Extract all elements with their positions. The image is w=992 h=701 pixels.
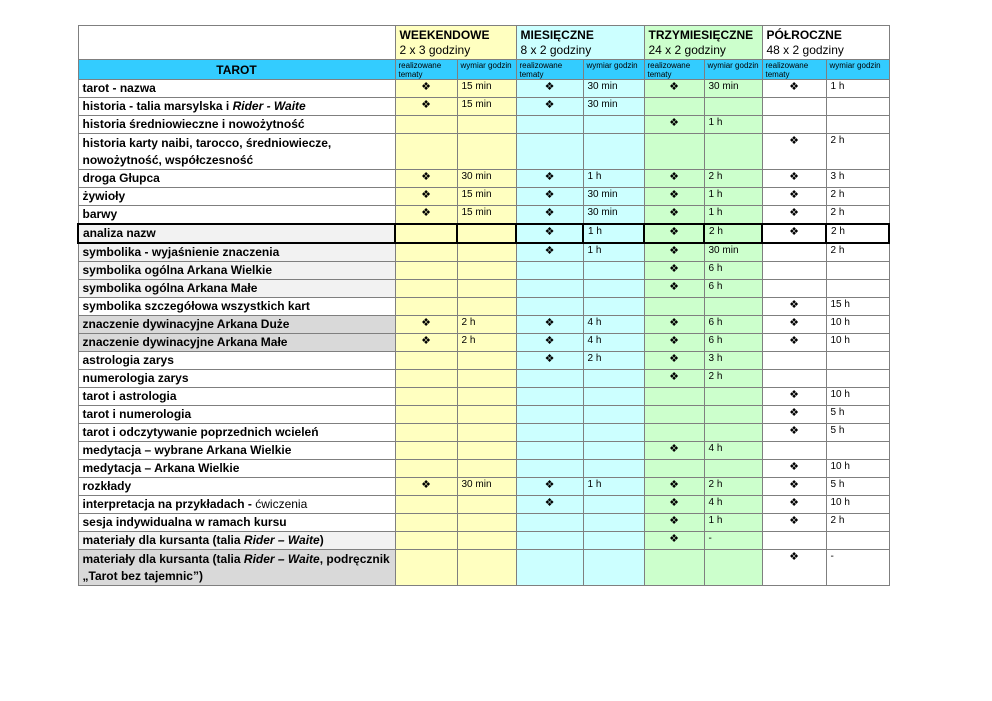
half-year-hours-value: 5 h (826, 478, 889, 496)
row-label: znaczenie dywinacyjne Arkana Duże (78, 316, 395, 334)
quarterly-topic-marker: ❖ (644, 206, 704, 225)
half-year-topic-marker: ❖ (762, 316, 826, 334)
monthly-topic-marker (516, 388, 583, 406)
weekend-hours-value: 15 min (457, 98, 516, 116)
quarterly-topic-marker (644, 134, 704, 170)
quarterly-topic-marker: ❖ (644, 262, 704, 280)
monthly-topic-marker (516, 298, 583, 316)
quarterly-topic-marker: ❖ (644, 280, 704, 298)
weekend-hours-value: 15 min (457, 80, 516, 98)
monthly-topic-marker (516, 442, 583, 460)
half-year-topic-marker: ❖ (762, 406, 826, 424)
half-year-hours-value (826, 280, 889, 298)
quarterly-topic-marker (644, 98, 704, 116)
weekend-hours-value: 15 min (457, 188, 516, 206)
quarterly-hours-value: 2 h (704, 370, 762, 388)
weekend-hours-value (457, 442, 516, 460)
subheader-topics: realizowane tematy (516, 60, 583, 80)
row-label: medytacja – Arkana Wielkie (78, 460, 395, 478)
header-blank-cell (78, 26, 395, 60)
column-name: MIESIĘCZNE (520, 28, 594, 42)
monthly-hours-value: 4 h (583, 316, 644, 334)
monthly-hours-value (583, 388, 644, 406)
weekend-topic-marker (395, 406, 457, 424)
weekend-topic-marker: ❖ (395, 316, 457, 334)
row-label: barwy (78, 206, 395, 225)
row-label: żywioły (78, 188, 395, 206)
half-year-topic-marker (762, 243, 826, 262)
table-row (78, 478, 889, 496)
half-year-topic-marker: ❖ (762, 496, 826, 514)
quarterly-topic-marker (644, 388, 704, 406)
table-row (78, 532, 889, 550)
monthly-hours-value (583, 116, 644, 134)
quarterly-topic-marker: ❖ (644, 80, 704, 98)
row-label-part: materiały dla kursanta (talia (82, 533, 244, 547)
weekend-hours-value (457, 224, 516, 243)
table-row (78, 406, 889, 424)
half-year-hours-value: 10 h (826, 316, 889, 334)
row-label: symbolika ogólna Arkana Małe (78, 280, 395, 298)
half-year-hours-value: 2 h (826, 224, 889, 243)
half-year-topic-marker (762, 442, 826, 460)
half-year-hours-value: 10 h (826, 496, 889, 514)
monthly-topic-marker (516, 370, 583, 388)
weekend-hours-value (457, 262, 516, 280)
half-year-topic-marker (762, 262, 826, 280)
table-row (78, 316, 889, 334)
monthly-hours-value: 30 min (583, 206, 644, 225)
half-year-hours-value: 10 h (826, 460, 889, 478)
table-row (78, 134, 889, 170)
monthly-hours-value (583, 532, 644, 550)
row-label: symbolika ogólna Arkana Wielkie (78, 262, 395, 280)
weekend-topic-marker: ❖ (395, 206, 457, 225)
column-schedule: 8 x 2 godziny (520, 43, 592, 57)
subheader-topics: realizowane tematy (644, 60, 704, 80)
quarterly-hours-value (704, 388, 762, 406)
subheader-hours: wymiar godzin (826, 60, 889, 80)
table-row (78, 243, 889, 262)
column-header-weekend (395, 26, 516, 60)
weekend-topic-marker (395, 388, 457, 406)
half-year-hours-value: 10 h (826, 388, 889, 406)
quarterly-hours-value: 1 h (704, 206, 762, 225)
quarterly-hours-value (704, 550, 762, 586)
weekend-topic-marker (395, 352, 457, 370)
weekend-topic-marker (395, 224, 457, 243)
half-year-topic-marker: ❖ (762, 550, 826, 586)
row-label-part: Rider – Waite (243, 533, 320, 547)
quarterly-topic-marker: ❖ (644, 496, 704, 514)
quarterly-topic-marker: ❖ (644, 352, 704, 370)
half-year-hours-value (826, 352, 889, 370)
weekend-hours-value (457, 116, 516, 134)
row-label: tarot i astrologia (78, 388, 395, 406)
monthly-hours-value: 1 h (583, 478, 644, 496)
row-label: droga Głupca (78, 170, 395, 188)
monthly-hours-value (583, 280, 644, 298)
monthly-hours-value (583, 134, 644, 170)
half-year-hours-value (826, 532, 889, 550)
weekend-topic-marker (395, 532, 457, 550)
subheader-hours: wymiar godzin (704, 60, 762, 80)
weekend-hours-value (457, 388, 516, 406)
quarterly-topic-marker (644, 460, 704, 478)
table-title: TAROT (78, 60, 395, 80)
monthly-hours-value (583, 370, 644, 388)
weekend-topic-marker (395, 550, 457, 586)
row-label (78, 532, 395, 550)
monthly-hours-value (583, 298, 644, 316)
weekend-topic-marker: ❖ (395, 478, 457, 496)
table-row (78, 514, 889, 532)
half-year-hours-value: 1 h (826, 80, 889, 98)
row-label-part: interpretacja na przykładach - (82, 497, 256, 511)
quarterly-hours-value: 6 h (704, 262, 762, 280)
table-body (78, 80, 889, 586)
half-year-hours-value: 5 h (826, 424, 889, 442)
weekend-hours-value (457, 496, 516, 514)
monthly-topic-marker (516, 134, 583, 170)
weekend-topic-marker: ❖ (395, 170, 457, 188)
quarterly-topic-marker (644, 424, 704, 442)
weekend-hours-value (457, 243, 516, 262)
quarterly-topic-marker: ❖ (644, 514, 704, 532)
column-schedule: 24 x 2 godziny (648, 43, 726, 57)
row-label: tarot - nazwa (78, 80, 395, 98)
half-year-topic-marker (762, 370, 826, 388)
quarterly-hours-value: - (704, 532, 762, 550)
monthly-topic-marker (516, 514, 583, 532)
row-label: symbolika - wyjaśnienie znaczenia (78, 243, 395, 262)
row-label: znaczenie dywinacyjne Arkana Małe (78, 334, 395, 352)
quarterly-hours-value: 4 h (704, 496, 762, 514)
quarterly-hours-value: 2 h (704, 170, 762, 188)
row-label: symbolika szczegółowa wszystkich kart (78, 298, 395, 316)
monthly-topic-marker (516, 406, 583, 424)
row-label-part: Rider - Waite (232, 99, 306, 113)
half-year-topic-marker: ❖ (762, 334, 826, 352)
monthly-topic-marker: ❖ (516, 478, 583, 496)
monthly-hours-value: 2 h (583, 352, 644, 370)
monthly-topic-marker (516, 532, 583, 550)
quarterly-hours-value (704, 460, 762, 478)
quarterly-hours-value (704, 424, 762, 442)
half-year-hours-value (826, 262, 889, 280)
half-year-topic-marker: ❖ (762, 80, 826, 98)
quarterly-topic-marker: ❖ (644, 442, 704, 460)
quarterly-topic-marker: ❖ (644, 170, 704, 188)
weekend-topic-marker: ❖ (395, 80, 457, 98)
table-row (78, 98, 889, 116)
quarterly-topic-marker (644, 550, 704, 586)
weekend-hours-value (457, 134, 516, 170)
table-row (78, 442, 889, 460)
weekend-topic-marker (395, 424, 457, 442)
half-year-topic-marker (762, 532, 826, 550)
weekend-topic-marker (395, 442, 457, 460)
half-year-hours-value: 15 h (826, 298, 889, 316)
monthly-hours-value: 4 h (583, 334, 644, 352)
row-label-part: , podręcznik „Tarot bez tajemnic”) (82, 551, 390, 583)
column-schedule: 2 x 3 godziny (399, 43, 471, 57)
monthly-topic-marker: ❖ (516, 334, 583, 352)
subheader-topics: realizowane tematy (395, 60, 457, 80)
column-schedule: 48 x 2 godziny (766, 43, 844, 57)
monthly-topic-marker: ❖ (516, 80, 583, 98)
quarterly-topic-marker: ❖ (644, 188, 704, 206)
half-year-topic-marker (762, 352, 826, 370)
monthly-topic-marker (516, 460, 583, 478)
half-year-topic-marker: ❖ (762, 170, 826, 188)
half-year-hours-value: - (826, 550, 889, 586)
table-row (78, 280, 889, 298)
quarterly-topic-marker: ❖ (644, 224, 704, 243)
table-row (78, 334, 889, 352)
monthly-hours-value: 30 min (583, 80, 644, 98)
monthly-hours-value (583, 514, 644, 532)
monthly-topic-marker (516, 262, 583, 280)
weekend-topic-marker (395, 514, 457, 532)
table-row (78, 298, 889, 316)
quarterly-hours-value (704, 98, 762, 116)
quarterly-hours-value: 6 h (704, 334, 762, 352)
monthly-hours-value (583, 406, 644, 424)
quarterly-hours-value: 4 h (704, 442, 762, 460)
monthly-topic-marker: ❖ (516, 352, 583, 370)
monthly-topic-marker: ❖ (516, 98, 583, 116)
row-label-part: historia - talia marsylska i (82, 99, 233, 113)
weekend-topic-marker (395, 134, 457, 170)
table-row (78, 224, 889, 243)
weekend-hours-value (457, 550, 516, 586)
half-year-hours-value: 2 h (826, 206, 889, 225)
quarterly-hours-value: 1 h (704, 514, 762, 532)
row-label: historia karty naibi, tarocco, średniowiecze, nowożytność, współczesność (78, 134, 395, 170)
monthly-hours-value: 30 min (583, 98, 644, 116)
weekend-hours-value (457, 532, 516, 550)
row-label: analiza nazw (78, 224, 395, 243)
monthly-topic-marker (516, 116, 583, 134)
row-label: tarot i numerologia (78, 406, 395, 424)
quarterly-hours-value: 30 min (704, 243, 762, 262)
quarterly-topic-marker: ❖ (644, 316, 704, 334)
quarterly-hours-value: 30 min (704, 80, 762, 98)
column-header-half-year (762, 26, 889, 60)
weekend-topic-marker (395, 460, 457, 478)
table-row (78, 80, 889, 98)
table-row (78, 188, 889, 206)
monthly-hours-value (583, 262, 644, 280)
course-comparison-table (77, 25, 890, 586)
table-row (78, 460, 889, 478)
table-row (78, 550, 889, 586)
weekend-hours-value (457, 514, 516, 532)
quarterly-topic-marker: ❖ (644, 334, 704, 352)
quarterly-hours-value: 2 h (704, 478, 762, 496)
half-year-hours-value: 10 h (826, 334, 889, 352)
table-row (78, 116, 889, 134)
monthly-hours-value: 1 h (583, 224, 644, 243)
monthly-topic-marker: ❖ (516, 243, 583, 262)
weekend-topic-marker: ❖ (395, 334, 457, 352)
weekend-topic-marker (395, 262, 457, 280)
monthly-hours-value (583, 496, 644, 514)
half-year-hours-value (826, 442, 889, 460)
monthly-hours-value (583, 550, 644, 586)
weekend-hours-value: 30 min (457, 170, 516, 188)
row-label: numerologia zarys (78, 370, 395, 388)
monthly-topic-marker: ❖ (516, 224, 583, 243)
subheader-hours: wymiar godzin (457, 60, 516, 80)
monthly-hours-value (583, 424, 644, 442)
monthly-topic-marker: ❖ (516, 316, 583, 334)
quarterly-topic-marker (644, 298, 704, 316)
quarterly-topic-marker: ❖ (644, 370, 704, 388)
monthly-topic-marker: ❖ (516, 188, 583, 206)
half-year-hours-value: 5 h (826, 406, 889, 424)
row-label: rozkłady (78, 478, 395, 496)
weekend-hours-value (457, 424, 516, 442)
half-year-topic-marker: ❖ (762, 478, 826, 496)
monthly-hours-value: 30 min (583, 188, 644, 206)
half-year-topic-marker: ❖ (762, 514, 826, 532)
half-year-topic-marker: ❖ (762, 388, 826, 406)
row-label-part: materiały dla kursanta (talia (82, 551, 244, 566)
weekend-topic-marker: ❖ (395, 98, 457, 116)
weekend-hours-value: 2 h (457, 334, 516, 352)
half-year-hours-value: 2 h (826, 134, 889, 170)
weekend-hours-value: 2 h (457, 316, 516, 334)
row-label: tarot i odczytywanie poprzednich wcieleń (78, 424, 395, 442)
half-year-topic-marker: ❖ (762, 224, 826, 243)
row-label: medytacja – wybrane Arkana Wielkie (78, 442, 395, 460)
half-year-topic-marker: ❖ (762, 134, 826, 170)
weekend-topic-marker (395, 370, 457, 388)
column-name: PÓŁROCZNE (766, 28, 842, 42)
quarterly-hours-value (704, 406, 762, 424)
monthly-hours-value (583, 460, 644, 478)
quarterly-hours-value: 6 h (704, 316, 762, 334)
half-year-topic-marker: ❖ (762, 460, 826, 478)
row-label: sesja indywidualna w ramach kursu (78, 514, 395, 532)
table-row (78, 388, 889, 406)
column-name: WEEKENDOWE (399, 28, 490, 42)
weekend-topic-marker (395, 496, 457, 514)
quarterly-hours-value (704, 134, 762, 170)
quarterly-topic-marker: ❖ (644, 116, 704, 134)
half-year-topic-marker: ❖ (762, 188, 826, 206)
quarterly-hours-value: 6 h (704, 280, 762, 298)
monthly-topic-marker: ❖ (516, 496, 583, 514)
quarterly-hours-value: 1 h (704, 116, 762, 134)
half-year-hours-value: 2 h (826, 514, 889, 532)
weekend-hours-value: 30 min (457, 478, 516, 496)
quarterly-hours-value: 1 h (704, 188, 762, 206)
weekend-hours-value (457, 460, 516, 478)
quarterly-topic-marker (644, 406, 704, 424)
table-row (78, 424, 889, 442)
row-label: astrologia zarys (78, 352, 395, 370)
half-year-hours-value: 3 h (826, 170, 889, 188)
row-label (78, 496, 395, 514)
quarterly-topic-marker: ❖ (644, 243, 704, 262)
table-row (78, 370, 889, 388)
row-label-part: Rider – Waite (243, 551, 320, 566)
half-year-hours-value (826, 98, 889, 116)
monthly-hours-value: 1 h (583, 170, 644, 188)
row-label (78, 550, 395, 586)
weekend-hours-value (457, 298, 516, 316)
half-year-hours-value: 2 h (826, 243, 889, 262)
monthly-topic-marker (516, 280, 583, 298)
monthly-topic-marker: ❖ (516, 170, 583, 188)
monthly-topic-marker (516, 550, 583, 586)
weekend-topic-marker (395, 116, 457, 134)
column-header-monthly (516, 26, 644, 60)
row-label (78, 98, 395, 116)
half-year-topic-marker: ❖ (762, 424, 826, 442)
weekend-hours-value (457, 352, 516, 370)
half-year-topic-marker (762, 98, 826, 116)
monthly-hours-value: 1 h (583, 243, 644, 262)
weekend-hours-value (457, 280, 516, 298)
half-year-hours-value (826, 370, 889, 388)
column-header-quarterly (644, 26, 762, 60)
column-name: TRZYMIESIĘCZNE (648, 28, 754, 42)
monthly-hours-value (583, 442, 644, 460)
subheader-topics: realizowane tematy (762, 60, 826, 80)
quarterly-topic-marker: ❖ (644, 532, 704, 550)
quarterly-topic-marker: ❖ (644, 478, 704, 496)
monthly-topic-marker: ❖ (516, 206, 583, 225)
half-year-topic-marker (762, 280, 826, 298)
table-row (78, 352, 889, 370)
table-row (78, 206, 889, 225)
quarterly-hours-value: 2 h (704, 224, 762, 243)
table-row (78, 262, 889, 280)
weekend-hours-value (457, 406, 516, 424)
quarterly-hours-value: 3 h (704, 352, 762, 370)
half-year-topic-marker (762, 116, 826, 134)
weekend-topic-marker (395, 298, 457, 316)
half-year-topic-marker: ❖ (762, 298, 826, 316)
monthly-topic-marker (516, 424, 583, 442)
quarterly-hours-value (704, 298, 762, 316)
weekend-hours-value (457, 370, 516, 388)
weekend-topic-marker: ❖ (395, 188, 457, 206)
weekend-hours-value: 15 min (457, 206, 516, 225)
half-year-hours-value (826, 116, 889, 134)
table-row (78, 170, 889, 188)
weekend-topic-marker (395, 280, 457, 298)
half-year-topic-marker: ❖ (762, 206, 826, 225)
row-label-part: ćwiczenia (255, 497, 308, 511)
table-row (78, 496, 889, 514)
row-label: historia średniowieczne i nowożytność (78, 116, 395, 134)
half-year-hours-value: 2 h (826, 188, 889, 206)
weekend-topic-marker (395, 243, 457, 262)
row-label-part: ) (319, 533, 324, 547)
subheader-hours: wymiar godzin (583, 60, 644, 80)
